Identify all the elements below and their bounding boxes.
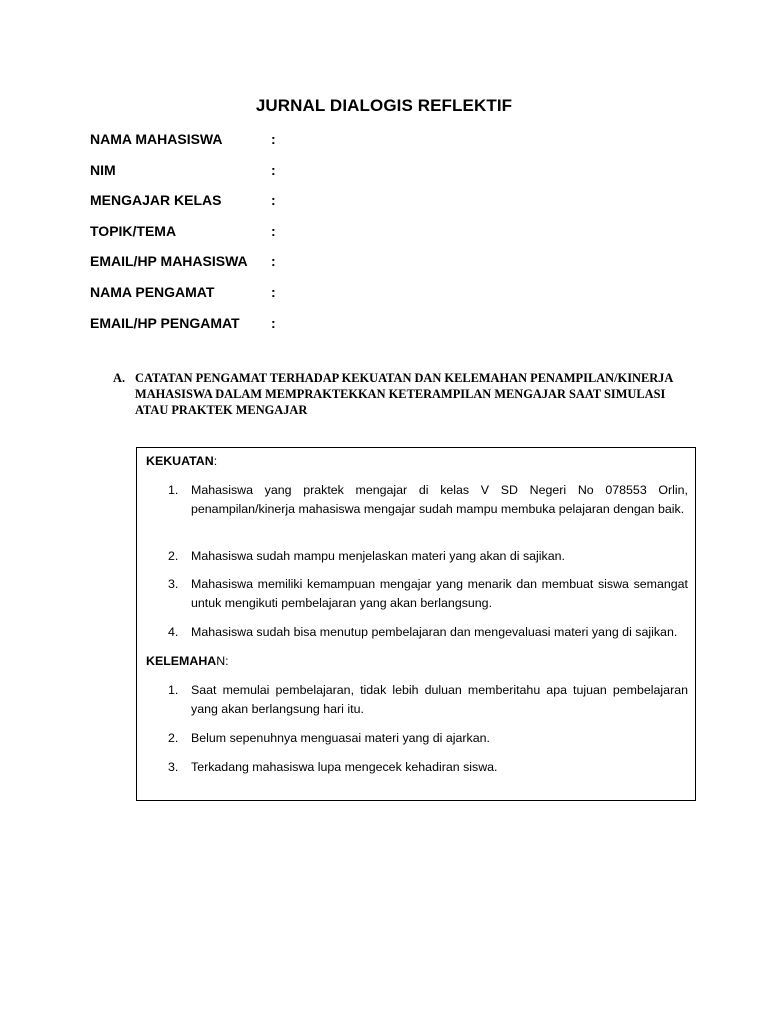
- field-colon: :: [271, 284, 276, 300]
- list-text: Mahasiswa yang praktek mengajar di kelas V SD Negeri No 078553 Orlin, penampilan/kinerja mahasiswa mengajar sudah mampu membuka pelajaran dengan baik.: [191, 483, 688, 516]
- field-colon: :: [271, 192, 276, 208]
- field-colon: :: [271, 253, 276, 269]
- observer-notes-box: [136, 447, 696, 801]
- list-number: 2.: [168, 549, 179, 563]
- strengths-label: [146, 452, 217, 471]
- field-colon: :: [271, 223, 276, 239]
- field-colon: :: [271, 162, 276, 178]
- list-number: 4.: [168, 625, 179, 639]
- field-colon: :: [271, 131, 276, 147]
- field-label: EMAIL/HP PENGAMAT: [90, 315, 240, 331]
- list-text: Mahasiswa memiliki kemampuan mengajar yang menarik dan membuat siswa semangat untuk mengikuti pembelajaran yang akan berlangsung.: [191, 577, 688, 610]
- list-number: 1.: [168, 483, 179, 497]
- section-marker: A.: [113, 371, 126, 385]
- field-colon: :: [271, 315, 276, 331]
- field-label: NAMA PENGAMAT: [90, 284, 215, 300]
- list-text: Mahasiswa sudah bisa menutup pembelajaran dan mengevaluasi materi yang di sajikan.: [191, 625, 678, 639]
- field-label: MENGAJAR KELAS: [90, 192, 222, 208]
- field-label: NIM: [90, 162, 116, 178]
- field-label: EMAIL/HP MAHASISWA: [90, 253, 248, 269]
- list-text: Terkadang mahasiswa lupa mengecek kehadiran siswa.: [191, 760, 498, 774]
- strengths-label-rest: :: [213, 454, 218, 468]
- weaknesses-label-rest: N:: [216, 654, 229, 668]
- list-text: Mahasiswa sudah mampu menjelaskan materi yang akan di sajikan.: [191, 549, 565, 563]
- document-title: JURNAL DIALOGIS REFLEKTIF: [255, 96, 513, 115]
- weaknesses-label-bold: KELEMAHA: [146, 654, 217, 668]
- weaknesses-label: [146, 652, 229, 671]
- list-number: 3.: [168, 760, 179, 774]
- list-text: Belum sepenuhnya menguasai materi yang di ajarkan.: [191, 731, 490, 745]
- field-label: TOPIK/TEMA: [90, 223, 177, 239]
- strengths-label-bold: KEKUATAN: [146, 454, 214, 468]
- field-label: NAMA MAHASISWA: [90, 131, 223, 147]
- list-number: 1.: [168, 683, 179, 697]
- section-heading-text: CATATAN PENGAMAT TERHADAP KEKUATAN DAN KELEMAHAN PENAMPILAN/KINERJA MAHASISWA DALAM MEMPRAKTEKKAN KETERAMPILAN MENGAJAR SAAT SIMULASI ATAU PRAKTEK MENGAJAR: [135, 371, 673, 417]
- list-number: 3.: [168, 577, 179, 591]
- list-number: 2.: [168, 731, 179, 745]
- list-text: Saat memulai pembelajaran, tidak lebih duluan memberitahu apa tujuan pembelajaran yang akan berlangsung hari itu.: [191, 683, 688, 716]
